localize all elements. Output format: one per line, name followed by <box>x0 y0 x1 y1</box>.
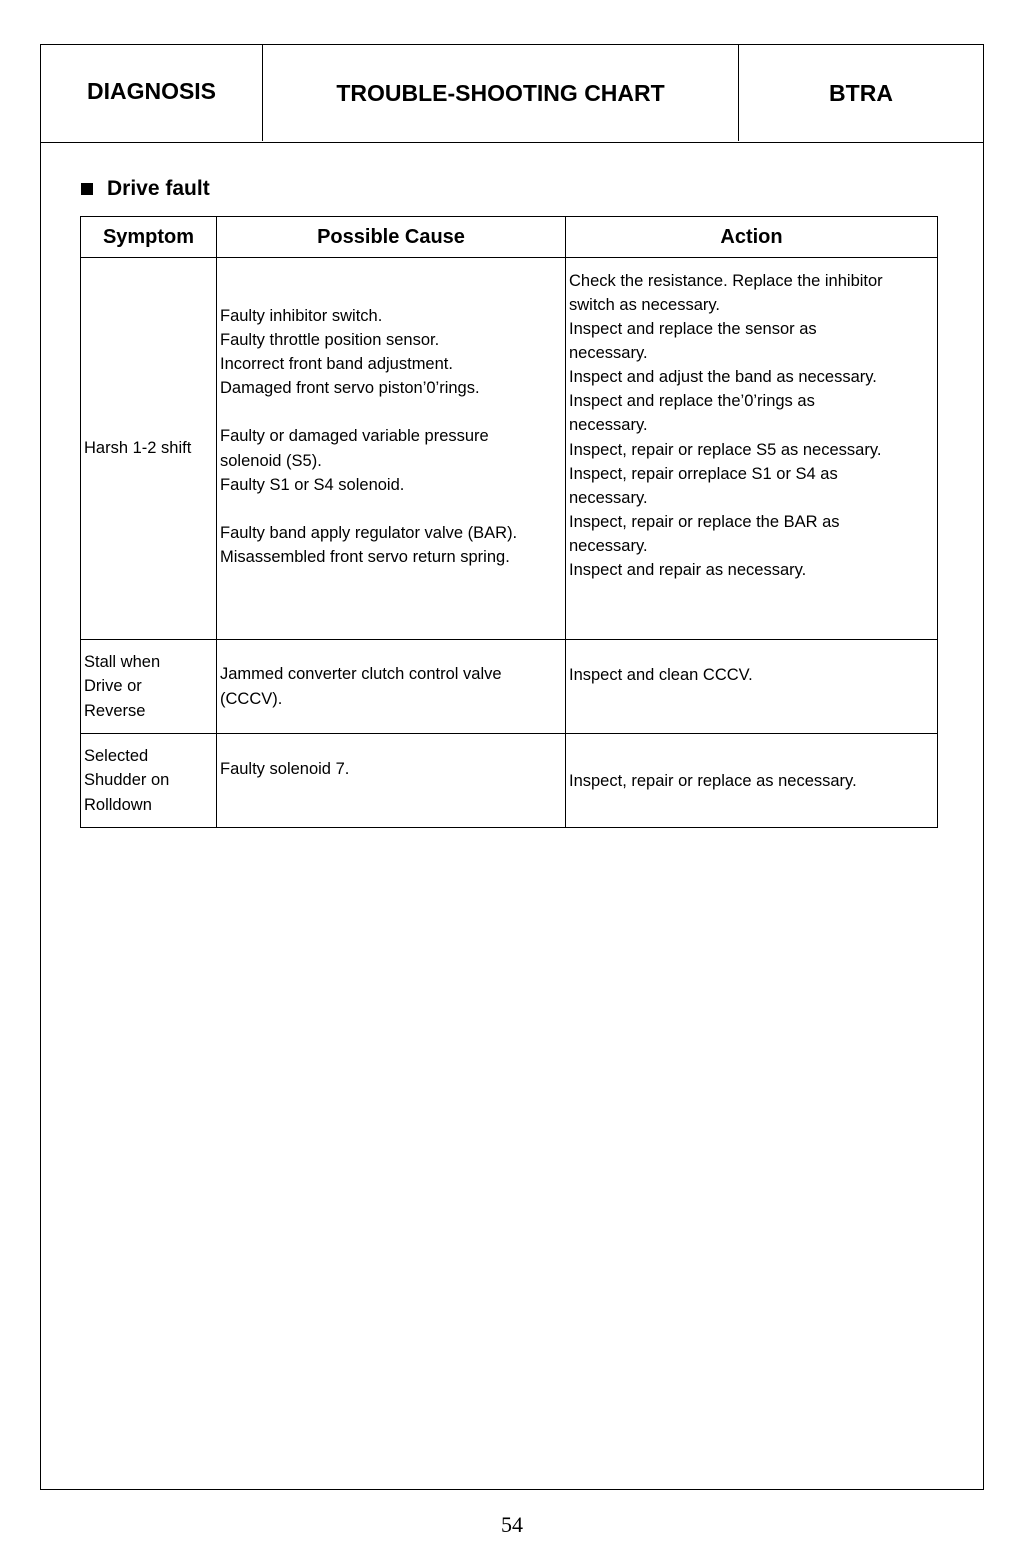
cause-text-line: Damaged front servo piston’0’rings. <box>220 379 480 398</box>
section-heading <box>81 177 210 201</box>
symptom-cell <box>81 640 217 734</box>
symptom-cell <box>81 734 217 828</box>
header-diagnosis: DIAGNOSIS <box>41 45 263 141</box>
table-row <box>81 734 938 828</box>
symptom-text-line: Stall when <box>84 653 161 672</box>
cause-text-line: Faulty solenoid 7. <box>220 760 350 779</box>
action-text-line: Inspect, repair or replace the BAR as <box>569 512 840 531</box>
cause-text-line: Incorrect front band adjustment. <box>220 355 453 374</box>
document-header <box>41 45 983 143</box>
cause-text-line: Faulty inhibitor switch. <box>220 306 383 325</box>
action-text-line: Inspect and replace the’0’rings as <box>569 392 815 411</box>
table-row <box>81 258 938 640</box>
cause-cell <box>217 258 566 640</box>
symptom-text-line: Reverse <box>84 701 146 720</box>
cause-text-line: solenoid (S5). <box>220 451 322 470</box>
cause-text-line: Faulty S1 or S4 solenoid. <box>220 475 405 494</box>
action-text-line: Inspect, repair orreplace S1 or S4 as <box>569 464 838 483</box>
trouble-shooting-table <box>80 216 938 828</box>
symptom-text-line: Rolldown <box>84 795 152 814</box>
action-text-line: switch as necessary. <box>569 295 720 314</box>
symptom-text-line: Shudder on <box>84 771 170 790</box>
action-text-line: Inspect and adjust the band as necessary. <box>569 368 877 387</box>
action-text-line: necessary. <box>569 416 648 435</box>
cause-text-line: Misassembled front servo return spring. <box>220 547 510 566</box>
cause-text-line: Faulty or damaged variable pressure <box>220 427 489 446</box>
section-title: Drive fault <box>107 177 210 200</box>
header-title: TROUBLE-SHOOTING CHART <box>263 45 739 141</box>
action-text-line: necessary. <box>569 344 648 363</box>
action-text-line: Inspect, repair or replace S5 as necessary. <box>569 440 882 459</box>
symptom-cell <box>81 258 217 640</box>
action-text-line: Inspect and clean CCCV. <box>569 666 753 685</box>
table-header-row <box>81 217 938 258</box>
cause-text-line: (CCCV). <box>220 689 283 708</box>
column-header-possible-cause: Possible Cause <box>217 217 566 258</box>
action-text-line: Inspect and replace the sensor as <box>569 320 817 339</box>
action-cell <box>566 640 938 734</box>
cause-cell <box>217 640 566 734</box>
action-text-line: Inspect, repair or replace as necessary. <box>569 772 857 791</box>
header-brand: BTRA <box>829 79 893 106</box>
table-row <box>81 640 938 734</box>
action-text-line: Inspect and repair as necessary. <box>569 561 807 580</box>
line-gap <box>220 497 562 521</box>
square-bullet-icon <box>81 183 93 195</box>
column-header-symptom: Symptom <box>81 217 217 258</box>
column-header-action: Action <box>566 217 938 258</box>
action-text-line: Check the resistance. Replace the inhibitor <box>569 271 883 290</box>
cause-text-line: Jammed converter clutch control valve <box>220 665 502 684</box>
page-number: 54 <box>501 1512 523 1537</box>
action-text-line: necessary. <box>569 488 648 507</box>
line-gap <box>220 400 562 424</box>
cause-text-line: Faulty band apply regulator valve (BAR). <box>220 523 518 542</box>
symptom-text-line: Selected <box>84 747 149 766</box>
symptom-text-line: Drive or <box>84 677 142 696</box>
action-cell <box>566 258 938 640</box>
cause-text-line: Faulty throttle position sensor. <box>220 331 440 350</box>
cause-cell <box>217 734 566 828</box>
action-text-line: necessary. <box>569 536 648 555</box>
action-cell <box>566 734 938 828</box>
page-frame <box>40 44 984 1490</box>
symptom-text-line: Harsh 1-2 shift <box>84 439 192 458</box>
